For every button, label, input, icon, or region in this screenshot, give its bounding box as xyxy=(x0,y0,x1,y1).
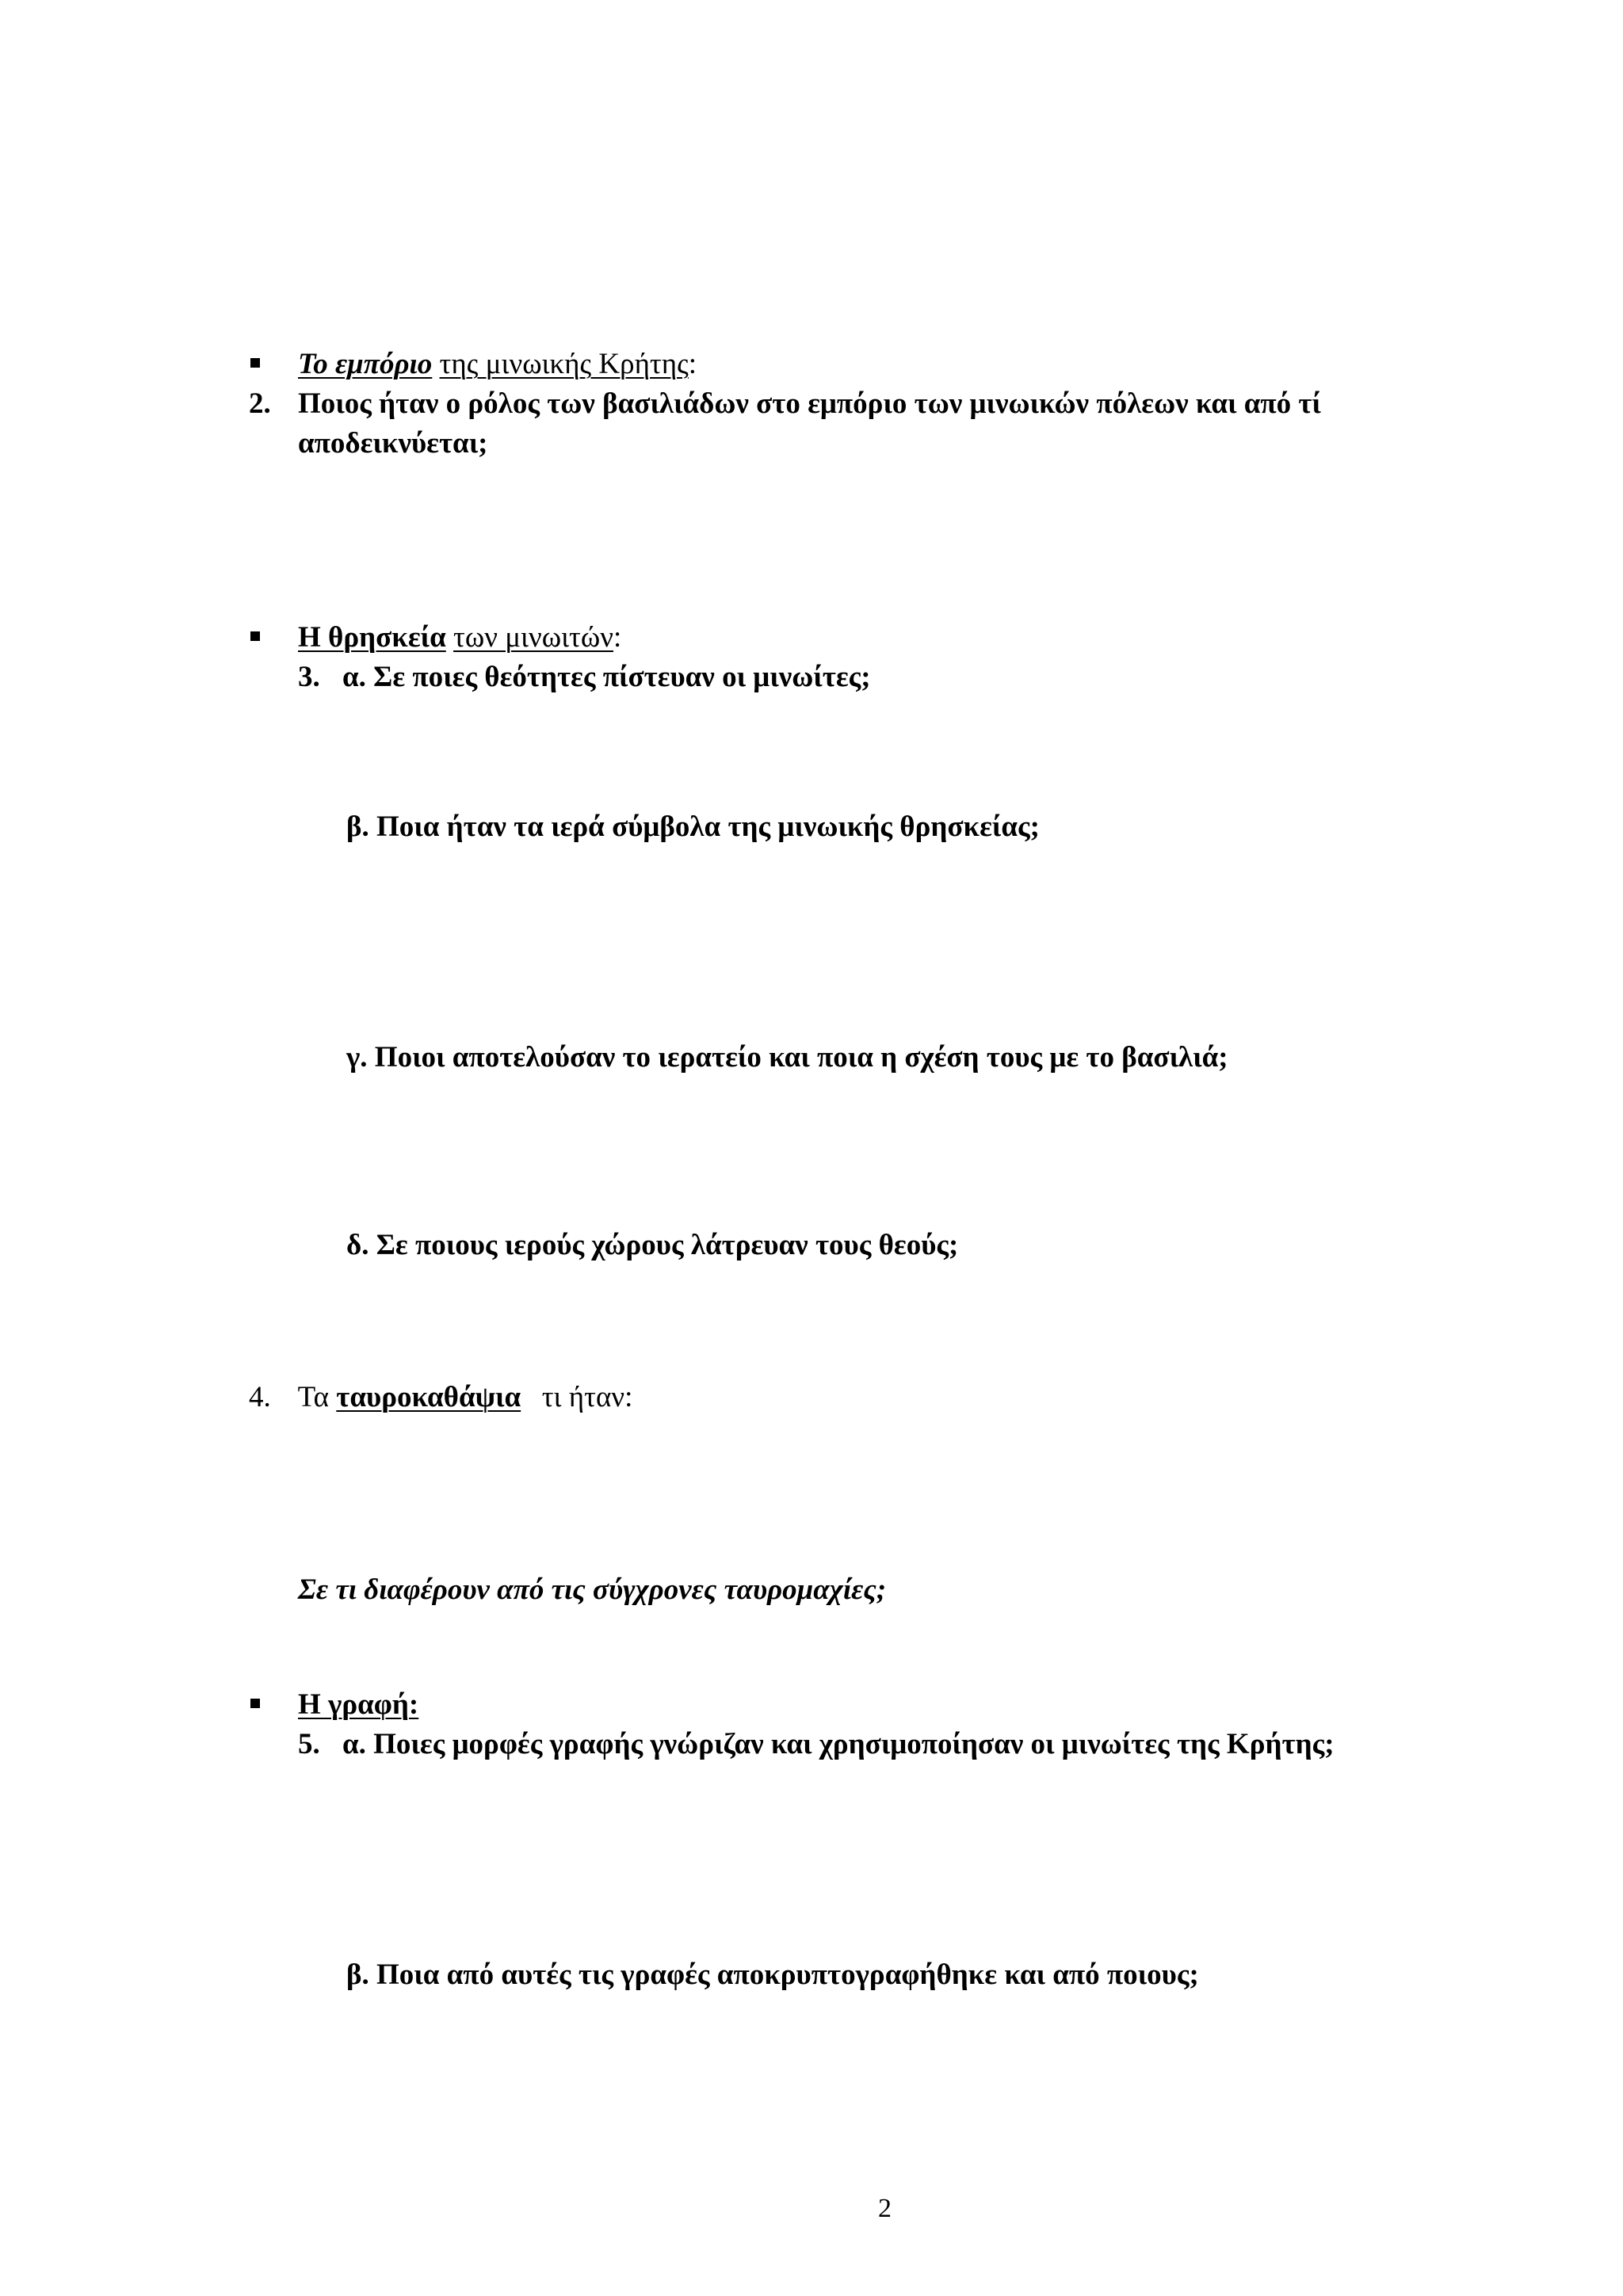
section-heading-writing: Η γραφή: xyxy=(298,1688,419,1721)
heading-colon: : xyxy=(688,348,697,380)
question-number: 3. xyxy=(298,661,320,693)
question-4-follow-up: Σε τι διαφέρουν από τις σύγχρονες ταυρομαχίες; xyxy=(298,1573,887,1606)
page-number: 2 xyxy=(878,2194,892,2223)
question-3d: δ. Σε ποιους ιερούς χώρους λάτρευαν τους θεούς; xyxy=(346,1229,959,1261)
heading-emphasis: Η θρησκεία xyxy=(298,621,446,654)
question-number: 2. xyxy=(249,387,271,420)
heading-colon: : xyxy=(613,621,622,654)
question-5b: β. Ποια από αυτές τις γραφές αποκρυπτογραφήθηκε και από ποιους; xyxy=(346,1958,1199,1991)
heading-text: της μινωικής Κρήτης xyxy=(439,348,689,380)
bullet-marker xyxy=(250,631,260,641)
question-number: 5. xyxy=(298,1728,320,1760)
section-heading-religion xyxy=(298,623,621,652)
question-3b: β. Ποια ήταν τα ιερά σύμβολα της μινωικής θρησκείας; xyxy=(346,810,1040,843)
bullet-marker xyxy=(250,358,260,368)
question-5a: α. Ποιες μορφές γραφής γνώριζαν και χρησιμοποίησαν οι μινωίτες της Κρήτης; xyxy=(342,1728,1335,1760)
question-2-line-2: αποδεικνύεται; xyxy=(298,427,488,460)
question-3c: γ. Ποιοι αποτελούσαν το ιερατείο και ποια η σχέση τους με το βασιλιά; xyxy=(346,1041,1228,1074)
question-3a: α. Σε ποιες θεότητες πίστευαν οι μινωίτες; xyxy=(342,661,871,693)
question-number: 4. xyxy=(249,1381,271,1413)
section-heading-trade xyxy=(298,349,697,379)
question-4-pre: Τα xyxy=(297,1381,330,1413)
heading-text: των μινωιτών xyxy=(453,621,613,654)
question-4 xyxy=(249,1383,632,1412)
bullet-marker xyxy=(250,1699,260,1708)
question-4-emphasis: ταυροκαθάψια xyxy=(336,1381,521,1413)
question-4-post: τι ήταν: xyxy=(541,1381,633,1413)
question-2-line-1: Ποιος ήταν ο ρόλος των βασιλιάδων στο εμπόριο των μινωικών πόλεων και από τί xyxy=(298,387,1321,420)
heading-emphasis: Το εμπόριο xyxy=(298,348,433,380)
